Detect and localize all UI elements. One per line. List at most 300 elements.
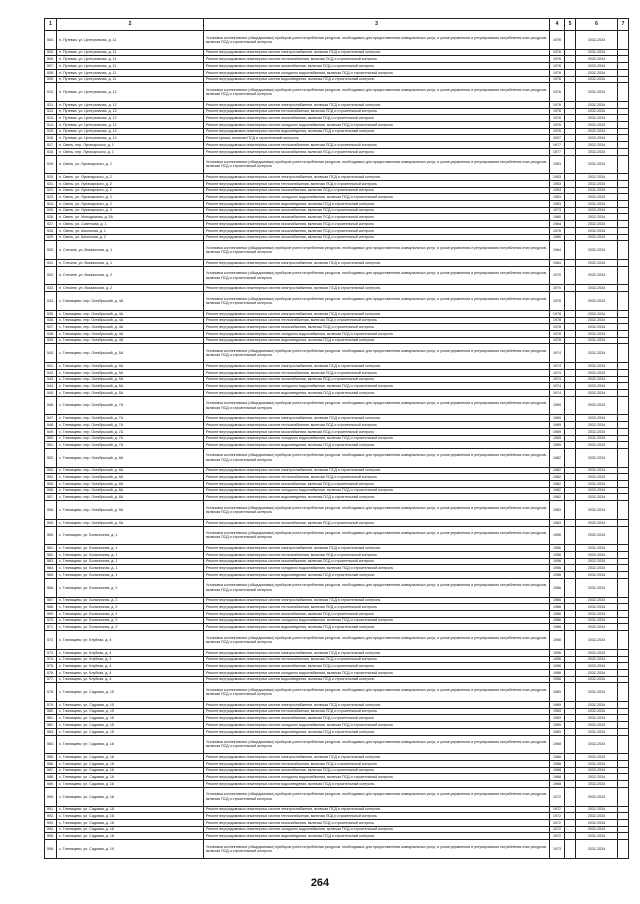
table-row xyxy=(45,474,629,481)
work-type: Ремонт внутридомовых инженерных систем теплоснабжения, включая ПСД и строительный контроль xyxy=(204,181,550,188)
build-year: 1972 xyxy=(550,833,565,840)
col-5-value xyxy=(565,565,576,572)
row-number: 581. xyxy=(45,715,57,722)
build-year: 1970 xyxy=(550,285,565,292)
col-7-value xyxy=(618,761,629,768)
build-year: 1953 xyxy=(550,201,565,208)
row-number: 538. xyxy=(45,331,57,338)
work-type: Ремонт внутридомовых инженерных систем теплоснабжения, включая ПСД и строительный контроль xyxy=(204,317,550,324)
row-number: 556. xyxy=(45,487,57,494)
period: 2032-2034 xyxy=(576,649,618,656)
col-7-value xyxy=(618,214,629,221)
table-row xyxy=(45,207,629,214)
work-type: Ремонт внутридомовых инженерных систем водоотведения, включая ПСД и строительный контроль xyxy=(204,781,550,788)
row-number: 529. xyxy=(45,234,57,241)
work-type: Ремонт внутридомовых инженерных систем теплоснабжения, включая ПСД и строительный контроль xyxy=(204,56,550,63)
row-number: 510. xyxy=(45,83,57,102)
address: с. Глинищево, пер. Октябрьский, д. 5А xyxy=(57,376,204,383)
table-row xyxy=(45,840,629,859)
address: с. Глинищево, пер. Октябрьский, д. 7А xyxy=(57,428,204,435)
col-7-value xyxy=(618,624,629,631)
row-number: 592. xyxy=(45,813,57,820)
build-year: 1976 xyxy=(550,115,565,122)
col-5-value xyxy=(565,49,576,56)
address: п. Свень, ул. Луначарского, д. 2 xyxy=(57,174,204,181)
col-5-value xyxy=(565,260,576,267)
period: 2032-2034 xyxy=(576,545,618,552)
table-row xyxy=(45,376,629,383)
row-number: 580. xyxy=(45,708,57,715)
work-type: Ремонт внутридомовых инженерных систем водоотведения, включая ПСД и строительный контроль xyxy=(204,572,550,579)
row-number: 567. xyxy=(45,597,57,604)
row-number: 591. xyxy=(45,806,57,813)
row-number: 536. xyxy=(45,317,57,324)
work-type: Установка коллективных (общедомовых) приборов учета потребления ресурсов, необходимых для предоставления коммунальных услуг, и узлов управления и регулирования потребления этих ресурсов, включая ПСД и строительный контроль xyxy=(204,526,550,545)
build-year: 2007 xyxy=(550,135,565,142)
col-7-value xyxy=(618,324,629,331)
build-year: 1976 xyxy=(550,63,565,70)
col-7-value xyxy=(618,49,629,56)
row-number: 535. xyxy=(45,310,57,317)
work-type: Установка коллективных (общедомовых) приборов учета потребления ресурсов, необходимых для предоставления коммунальных услуг, и узлов управления и регулирования потребления этих ресурсов, включая ПСД и строительный контроль xyxy=(204,83,550,102)
table-row xyxy=(45,669,629,676)
address: с. Глинищево, пер. Октябрьский, д. 8А xyxy=(57,467,204,474)
table-row xyxy=(45,181,629,188)
address: с. Глинищево, ул. Больничная, д. 1 xyxy=(57,558,204,565)
period: 2032-2034 xyxy=(576,754,618,761)
address: с. Глинищево, пер. Октябрьский, д. 5А xyxy=(57,383,204,390)
address: с. Глинищево, пер. Октябрьский, д. 5А xyxy=(57,344,204,363)
address: с. Глинищево, пер. Октябрьский, д. 4А xyxy=(57,292,204,311)
work-type: Ремонт внутридомовых инженерных систем электроснабжения, включая ПСД и строительный контроль xyxy=(204,49,550,56)
col-5-value xyxy=(565,545,576,552)
address: п. Свень, ул. Луначарского, д. 3 xyxy=(57,207,204,214)
work-type: Ремонт внутридомовых инженерных систем газоснабжения, включая ПСД и строительный контроль xyxy=(204,234,550,241)
period: 2032-2034 xyxy=(576,187,618,194)
address: с. Глинищево, пер. Октябрьский, д. 8А xyxy=(57,487,204,494)
period: 2032-2034 xyxy=(576,363,618,370)
work-type: Ремонт внутридомовых инженерных систем электроснабжения, включая ПСД и строительный контроль xyxy=(204,806,550,813)
col-5-value xyxy=(565,572,576,579)
row-number: 542. xyxy=(45,369,57,376)
col-5-value xyxy=(565,501,576,520)
address: п. Свень, пер. Луначарского, д. 1 xyxy=(57,142,204,149)
address: с. Глинищево, пер. Октябрьский, д. 7А xyxy=(57,435,204,442)
table-row xyxy=(45,683,629,702)
col-5-value xyxy=(565,676,576,683)
header-col-4: 4 xyxy=(550,19,565,31)
build-year: 1972 xyxy=(550,787,565,806)
build-year: 1973 xyxy=(550,840,565,859)
col-5-value xyxy=(565,389,576,396)
col-5-value xyxy=(565,363,576,370)
col-7-value xyxy=(618,708,629,715)
address: п. Путевка, ул. Центральная, д. 11 xyxy=(57,63,204,70)
period: 2032-2034 xyxy=(576,108,618,115)
header-col-2: 2 xyxy=(57,19,204,31)
col-5-value xyxy=(565,813,576,820)
col-7-value xyxy=(618,181,629,188)
header-col-3: 3 xyxy=(204,19,550,31)
col-7-value xyxy=(618,806,629,813)
row-number: 549. xyxy=(45,428,57,435)
address: с. Глинищево, ул. Клубная, д. 4 xyxy=(57,663,204,670)
row-number: 553. xyxy=(45,467,57,474)
period: 2032-2034 xyxy=(576,806,618,813)
address: с. Глинищево, пер. Октябрьский, д. 8А xyxy=(57,494,204,501)
build-year: 1968 xyxy=(550,754,565,761)
row-number: 519. xyxy=(45,155,57,174)
row-number: 505. xyxy=(45,49,57,56)
address: с. Глинищево, ул. Садовая, д. 16 xyxy=(57,754,204,761)
period: 2032-2034 xyxy=(576,624,618,631)
col-7-value xyxy=(618,442,629,449)
period: 2032-2034 xyxy=(576,207,618,214)
build-year: 1956 xyxy=(550,526,565,545)
work-type: Ремонт внутридомовых инженерных систем газоснабжения, включая ПСД и строительный контроль xyxy=(204,214,550,221)
work-type: Установка коллективных (общедомовых) приборов учета потребления ресурсов, необходимых для предоставления коммунальных услуг, и узлов управления и регулирования потребления этих ресурсов, включая ПСД и строительный контроль xyxy=(204,787,550,806)
period: 2032-2034 xyxy=(576,422,618,429)
row-number: 579. xyxy=(45,702,57,709)
build-year: 1974 xyxy=(550,383,565,390)
col-5-value xyxy=(565,69,576,76)
col-7-value xyxy=(618,467,629,474)
col-5-value xyxy=(565,135,576,142)
period: 2032-2034 xyxy=(576,604,618,611)
period: 2032-2034 xyxy=(576,448,618,467)
work-type: Ремонт внутридомовых инженерных систем электроснабжения, включая ПСД и строительный контроль xyxy=(204,597,550,604)
table-row xyxy=(45,155,629,174)
work-type: Ремонт внутридомовых инженерных систем газоснабжения, включая ПСД и строительный контроль xyxy=(204,715,550,722)
work-type: Ремонт внутридомовых инженерных систем водоотведения, включая ПСД и строительный контроль xyxy=(204,833,550,840)
col-5-value xyxy=(565,826,576,833)
address: п. Свень, ул. Луначарского, д. 2 xyxy=(57,201,204,208)
period: 2032-2034 xyxy=(576,519,618,526)
row-number: 572. xyxy=(45,631,57,650)
work-type: Ремонт внутридомовых инженерных систем теплоснабжения, включая ПСД и строительный контроль xyxy=(204,604,550,611)
work-type: Ремонт внутридомовых инженерных систем электроснабжения, включая ПСД и строительный контроль xyxy=(204,260,550,267)
address: с. Глинищево, ул. Больничная, д. 2 xyxy=(57,611,204,618)
build-year: 1969 xyxy=(550,708,565,715)
col-7-value xyxy=(618,604,629,611)
address: с. Глинищево, пер. Октябрьский, д. 5А xyxy=(57,389,204,396)
build-year: 1953 xyxy=(550,187,565,194)
table-row xyxy=(45,56,629,63)
work-type: Ремонт внутридомовых инженерных систем холодного водоснабжения, включая ПСД и строительный контроль xyxy=(204,669,550,676)
col-7-value xyxy=(618,69,629,76)
table-row xyxy=(45,448,629,467)
row-number: 552. xyxy=(45,448,57,467)
build-year: 1982 xyxy=(550,448,565,467)
col-5-value xyxy=(565,56,576,63)
col-7-value xyxy=(618,194,629,201)
work-type: Ремонт внутридомовых инженерных систем холодного водоснабжения, включая ПСД и строительный контроль xyxy=(204,383,550,390)
period: 2032-2034 xyxy=(576,676,618,683)
period: 2032-2034 xyxy=(576,526,618,545)
col-7-value xyxy=(618,552,629,559)
table-row xyxy=(45,363,629,370)
col-5-value xyxy=(565,422,576,429)
col-5-value xyxy=(565,526,576,545)
address: с. Глинищево, ул. Больничная, д. 1 xyxy=(57,572,204,579)
period: 2032-2034 xyxy=(576,115,618,122)
col-7-value xyxy=(618,572,629,579)
period: 2032-2034 xyxy=(576,344,618,363)
col-5-value xyxy=(565,155,576,174)
address: с. Глинищево, ул. Садовая, д. 19 xyxy=(57,840,204,859)
table-row xyxy=(45,396,629,415)
row-number: 530. xyxy=(45,241,57,260)
address: с. Глинищево, ул. Садовая, д. 15 xyxy=(57,715,204,722)
col-7-value xyxy=(618,494,629,501)
work-type: Ремонт внутридомовых инженерных систем теплоснабжения, включая ПСД и строительный контроль xyxy=(204,474,550,481)
col-7-value xyxy=(618,787,629,806)
work-type: Ремонт внутридомовых инженерных систем холодного водоснабжения, включая ПСД и строительный контроль xyxy=(204,435,550,442)
period: 2032-2034 xyxy=(576,663,618,670)
col-5-value xyxy=(565,669,576,676)
build-year: 1966 xyxy=(550,578,565,597)
address: с. Глинищево, ул. Клубная, д. 4 xyxy=(57,649,204,656)
col-5-value xyxy=(565,442,576,449)
col-7-value xyxy=(618,56,629,63)
row-number: 584. xyxy=(45,735,57,754)
col-7-value xyxy=(618,337,629,344)
period: 2032-2034 xyxy=(576,611,618,618)
build-year: 1953 xyxy=(550,181,565,188)
build-year: 1976 xyxy=(550,227,565,234)
table-row xyxy=(45,833,629,840)
row-number: 547. xyxy=(45,415,57,422)
col-5-value xyxy=(565,806,576,813)
table-row xyxy=(45,676,629,683)
table-row xyxy=(45,108,629,115)
build-year: 1966 xyxy=(550,611,565,618)
table-row xyxy=(45,337,629,344)
build-year: 1973 xyxy=(550,207,565,214)
period: 2032-2034 xyxy=(576,337,618,344)
address: с. Глинищево, ул. Садовая, д. 18 xyxy=(57,826,204,833)
row-number: 578. xyxy=(45,683,57,702)
build-year: 1969 xyxy=(550,396,565,415)
period: 2032-2034 xyxy=(576,552,618,559)
period: 2032-2034 xyxy=(576,285,618,292)
table-row xyxy=(45,722,629,729)
col-7-value xyxy=(618,128,629,135)
build-year: 1968 xyxy=(550,774,565,781)
col-5-value xyxy=(565,201,576,208)
row-number: 539. xyxy=(45,337,57,344)
period: 2032-2034 xyxy=(576,317,618,324)
work-type: Ремонт внутридомовых инженерных систем электроснабжения, включая ПСД и строительный контроль xyxy=(204,174,550,181)
work-type: Ремонт внутридомовых инженерных систем газоснабжения, включая ПСД и строительный контроль xyxy=(204,207,550,214)
row-number: 526. xyxy=(45,214,57,221)
table-row xyxy=(45,781,629,788)
col-7-value xyxy=(618,363,629,370)
col-5-value xyxy=(565,214,576,221)
address: с. Глинищево, ул. Больничная, д. 2 xyxy=(57,578,204,597)
work-type: Ремонт внутридомовых инженерных систем теплоснабжения, включая ПСД и строительный контроль xyxy=(204,708,550,715)
table-row xyxy=(45,481,629,488)
period: 2032-2034 xyxy=(576,396,618,415)
build-year: 1976 xyxy=(550,49,565,56)
row-number: 573. xyxy=(45,649,57,656)
period: 2032-2034 xyxy=(576,467,618,474)
col-5-value xyxy=(565,494,576,501)
row-number: 588. xyxy=(45,774,57,781)
header-col-5: 5 xyxy=(565,19,576,31)
work-type: Установка коллективных (общедомовых) приборов учета потребления ресурсов, необходимых для предоставления коммунальных услуг, и узлов управления и регулирования потребления этих ресурсов, включая ПСД и строительный контроль xyxy=(204,31,550,50)
row-number: 508. xyxy=(45,69,57,76)
col-5-value xyxy=(565,656,576,663)
work-type: Ремонт внутридомовых инженерных систем водоотведения, включая ПСД и строительный контроль xyxy=(204,201,550,208)
period: 2032-2034 xyxy=(576,324,618,331)
col-7-value xyxy=(618,663,629,670)
table-row xyxy=(45,331,629,338)
table-row xyxy=(45,310,629,317)
row-number: 544. xyxy=(45,383,57,390)
address: с. Глинищево, пер. Октябрьский, д. 8А xyxy=(57,481,204,488)
address: с. Глинищево, пер. Октябрьский, д. 4А xyxy=(57,317,204,324)
table-row xyxy=(45,552,629,559)
table-row xyxy=(45,122,629,129)
period: 2032-2034 xyxy=(576,481,618,488)
col-5-value xyxy=(565,221,576,228)
col-5-value xyxy=(565,474,576,481)
table-row xyxy=(45,142,629,149)
table-row xyxy=(45,435,629,442)
work-type: Ремонт внутридомовых инженерных систем электроснабжения, включая ПСД и строительный контроль xyxy=(204,102,550,109)
col-5-value xyxy=(565,708,576,715)
work-type: Ремонт внутридомовых инженерных систем водоотведения, включая ПСД и строительный контроль xyxy=(204,624,550,631)
row-number: 541. xyxy=(45,363,57,370)
address: с. Глинищево, пер. Октябрьский, д. 9А xyxy=(57,519,204,526)
col-5-value xyxy=(565,683,576,702)
document-sheet xyxy=(44,18,628,859)
row-number: 562. xyxy=(45,552,57,559)
col-7-value xyxy=(618,234,629,241)
period: 2032-2034 xyxy=(576,31,618,50)
work-type: Ремонт внутридомовых инженерных систем холодного водоснабжения, включая ПСД и строительный контроль xyxy=(204,565,550,572)
period: 2032-2034 xyxy=(576,376,618,383)
row-number: 551. xyxy=(45,442,57,449)
col-7-value xyxy=(618,383,629,390)
address: с. Глинищево, пер. Октябрьский, д. 8А xyxy=(57,448,204,467)
build-year: 1972 xyxy=(550,826,565,833)
build-year: 1983 xyxy=(550,519,565,526)
col-7-value xyxy=(618,292,629,311)
col-7-value xyxy=(618,266,629,285)
period: 2032-2034 xyxy=(576,331,618,338)
col-7-value xyxy=(618,767,629,774)
row-number: 525. xyxy=(45,207,57,214)
address: п. Путевка, ул. Центральная, д. 11 xyxy=(57,49,204,56)
period: 2032-2034 xyxy=(576,241,618,260)
header-col-1: 1 xyxy=(45,19,57,31)
row-number: 518. xyxy=(45,148,57,155)
period: 2032-2034 xyxy=(576,715,618,722)
work-type: Ремонт внутридомовых инженерных систем газоснабжения, включая ПСД и строительный контроль xyxy=(204,767,550,774)
row-number: 554. xyxy=(45,474,57,481)
address: с. Глинищево, пер. Октябрьский, д. 4А xyxy=(57,310,204,317)
work-type: Ремонт внутридомовых инженерных систем электроснабжения, включая ПСД и строительный контроль xyxy=(204,649,550,656)
col-5-value xyxy=(565,108,576,115)
build-year: 1982 xyxy=(550,487,565,494)
address: с. Глинищево, ул. Садовая, д. 18 xyxy=(57,833,204,840)
build-year: 1978 xyxy=(550,317,565,324)
col-5-value xyxy=(565,115,576,122)
row-number: 520. xyxy=(45,174,57,181)
row-number: 555. xyxy=(45,481,57,488)
row-number: 559. xyxy=(45,519,57,526)
work-type: Ремонт внутридомовых инженерных систем теплоснабжения, включая ПСД и строительный контроль xyxy=(204,552,550,559)
build-year: 1976 xyxy=(550,69,565,76)
col-5-value xyxy=(565,631,576,650)
build-year: 1969 xyxy=(550,728,565,735)
row-number: 557. xyxy=(45,494,57,501)
address: с. Глинищево, ул. Садовая, д. 16 xyxy=(57,781,204,788)
col-5-value xyxy=(565,448,576,467)
table-row xyxy=(45,519,629,526)
build-year: 1982 xyxy=(550,481,565,488)
table-row xyxy=(45,260,629,267)
col-7-value xyxy=(618,108,629,115)
period: 2032-2034 xyxy=(576,767,618,774)
build-year: 1956 xyxy=(550,558,565,565)
col-5-value xyxy=(565,194,576,201)
build-year: 1953 xyxy=(550,194,565,201)
build-year: 1982 xyxy=(550,474,565,481)
col-5-value xyxy=(565,324,576,331)
table-row xyxy=(45,201,629,208)
table-row xyxy=(45,487,629,494)
build-year: 1978 xyxy=(550,331,565,338)
col-5-value xyxy=(565,207,576,214)
col-5-value xyxy=(565,735,576,754)
row-number: 594. xyxy=(45,826,57,833)
row-number: 532. xyxy=(45,266,57,285)
col-5-value xyxy=(565,552,576,559)
col-7-value xyxy=(618,221,629,228)
col-7-value xyxy=(618,285,629,292)
address: с. Глинищево, ул. Клубная, д. 4 xyxy=(57,669,204,676)
col-7-value xyxy=(618,428,629,435)
col-5-value xyxy=(565,617,576,624)
address: с. Глинищево, ул. Садовая, д. 15 xyxy=(57,722,204,729)
col-5-value xyxy=(565,148,576,155)
table-row xyxy=(45,578,629,597)
build-year: 1969 xyxy=(550,722,565,729)
table-row xyxy=(45,187,629,194)
col-7-value xyxy=(618,415,629,422)
address: с. Глинищево, ул. Клубная, д. 4 xyxy=(57,631,204,650)
work-type: Ремонт внутридомовых инженерных систем холодного водоснабжения, включая ПСД и строительный контроль xyxy=(204,722,550,729)
col-5-value xyxy=(565,266,576,285)
col-5-value xyxy=(565,604,576,611)
col-5-value xyxy=(565,467,576,474)
table-row xyxy=(45,702,629,709)
row-number: 570. xyxy=(45,617,57,624)
row-number: 596. xyxy=(45,840,57,859)
col-7-value xyxy=(618,833,629,840)
work-type: Ремонт внутридомовых инженерных систем теплоснабжения, включая ПСД и строительный контроль xyxy=(204,108,550,115)
table-row xyxy=(45,369,629,376)
build-year: 1972 xyxy=(550,819,565,826)
address: с. Глинищево, ул. Садовая, д. 16 xyxy=(57,774,204,781)
row-number: 516. xyxy=(45,135,57,142)
table-row xyxy=(45,767,629,774)
col-7-value xyxy=(618,649,629,656)
col-7-value xyxy=(618,774,629,781)
